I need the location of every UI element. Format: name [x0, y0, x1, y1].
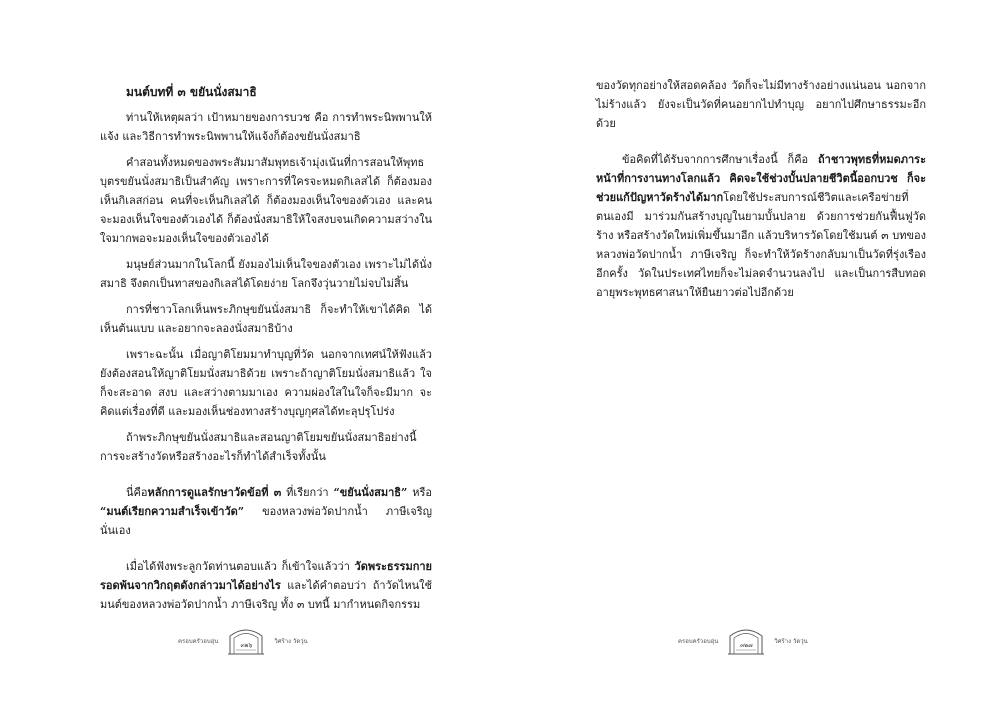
- page-number: ๓๒๖: [240, 642, 253, 649]
- paragraph: การที่ชาวโลกเห็นพระภิกษุขยันนั่งสมาธิ ก็จะทำให้เขาได้คิด ได้เห็นต้นแบบ และอยากจะลองนั่งสมาธิบ้าง: [100, 303, 432, 335]
- paragraph: มนุษย์ส่วนมากในโลกนี้ ยังมองไม่เห็นใจของตัวเอง เพราะไม่ได้นั่งสมาธิ จึงตกเป็นทาสของกิเลสได้โดยง่าย โลกจึงวุ่นวายไม่จบไม่สิ้น: [100, 258, 432, 290]
- page-number: ๓๒๗: [740, 642, 753, 649]
- closing-bold: วัดพระธรรมกายรอดพ้นจากวิกฤตดังกล่าวมาได้อย่างไร: [100, 560, 432, 592]
- paragraph: ของวัดทุกอย่างให้สอดคล้อง วัดก็จะไม่มีทางร้างอย่างแน่นอน นอกจากไม่ร้างแล้ว ยังจะเป็นวัดที่คนอยากไปทำบุญ อยากไปศึกษาธรรมะอีกด้วย: [596, 79, 926, 130]
- footer-left-text: ครอบครัวอบอุ่น: [178, 638, 219, 645]
- page-number-badge: [226, 626, 266, 656]
- page-number-badge: [726, 626, 766, 656]
- reflection-paragraph: ข้อคิดที่ได้รับจากการศึกษาเรื่องนี้ ก็คือ ถ้าชาวพุทธที่หมดภาระหน้าที่การงานทางโลกแล้ว คิดจะใช้ช่วงบั้นปลายชีวิตนี้ออกบวช ก็จะช่วยแก้ปัญหาวัดร้างได้มากโดยใช้ประสบการณ์ชีวิตและเครือข่ายที่ตนเองมี มาร่วมกันสร้างบุญในยามบั้นปลาย ด้วยการช่วยกันฟื้นฟูวัดร้าง หรือสร้างวัดใหม่เพิ่มขึ้นมาอีก แล้วบริหารวัดโดยใช้มนต์ ๓ บทของหลวงพ่อวัดปากน้ำ ภาษีเจริญ ก็จะทำให้วัดร้างกลับมาเป็นวัดที่รุ่งเรืองอีกครั้ง วัดในประเทศไทยก็จะไม่ลดจำนวนลงไป และเป็นการสืบทอดอายุพระพุทธศาสนาให้ยืนยาวต่อไปอีกด้วย: [596, 153, 926, 299]
- right-page: [500, 0, 1000, 707]
- paragraph: คำสอนทั้งหมดของพระสัมมาสัมพุทธเจ้ามุ่งเน้นที่การสอนให้พุทธบุตรขยันนั่งสมาธิเป็นสำคัญ เพราะการที่ใครจะหมดกิเลสได้ ก็ต้องมองเห็นกิเลสก่อน คนที่จะเห็นกิเลสได้ ก็ต้องมองเห็นใจของตัวเอง และคนจะมองเห็นใจของตัวเองได้ ก็ต้องนั่งสมาธิให้ใจสงบจนเกิดความสว่างในใจมากพอจะมองเห็นใจของตัวเองได้: [100, 156, 432, 245]
- right-text-column: [596, 76, 926, 309]
- footer-right-text: วิศร้าง วัดวุ่น: [774, 638, 808, 645]
- closing-paragraph: เมื่อได้ฟังพระลูกวัดท่านตอบแล้ว ก็เข้าใจแล้วว่า วัดพระธรรมกายรอดพ้นจากวิกฤตดังกล่าวมาได้อย่างไร และได้คำตอบว่า ถ้าวัดไหนใช้มนต์ของหลวงพ่อวัดปากน้ำ ภาษีเจริญ ทั้ง ๓ บทนี้ มากำหนดกิจกรรม: [100, 560, 432, 611]
- paragraph: ท่านให้เหตุผลว่า เป้าหมายของการบวช คือ การทำพระนิพพานให้แจ้ง และวิธีการทำพระนิพพานให้แจ้งก็ต้องขยันนั่งสมาธิ: [100, 111, 432, 143]
- footer-left-text: ครอบครัวอบอุ่น: [678, 638, 719, 645]
- summary-bold-mantra: “มนต์เรียกความสำเร็จเข้าวัด”: [100, 505, 245, 518]
- reflection-bold: ถ้าชาวพุทธที่หมดภาระหน้าที่การงานทางโลกแล้ว คิดจะใช้ช่วงบั้นปลายชีวิตนี้ออกบวช ก็จะช่วยแก้ปัญหาวัดร้างได้มาก: [596, 153, 926, 204]
- summary-paragraph: นี่คือหลักการดูแลรักษาวัดข้อที่ ๓ ที่เรียกว่า “ขยันนั่งสมาธิ” หรือ “มนต์เรียกความสำเร็จเข้าวัด” ของหลวงพ่อวัดปากน้ำ ภาษีเจริญ นั่นเอง: [100, 486, 432, 537]
- left-text-column: [100, 82, 432, 621]
- right-footer: [678, 624, 808, 658]
- chapter-heading: มนต์บทที่ ๓ ขยันนั่งสมาธิ: [126, 85, 257, 99]
- paragraph: ถ้าพระภิกษุขยันนั่งสมาธิและสอนญาติโยมขยันนั่งสมาธิอย่างนี้ การจะสร้างวัดหรือสร้างอะไรก็ทำได้สำเร็จทั้งนั้น: [100, 431, 417, 463]
- left-footer: [178, 624, 308, 658]
- paragraph: เพราะฉะนั้น เมื่อญาติโยมมาทำบุญที่วัด นอกจากเทศน์ให้ฟังแล้ว ยังต้องสอนให้ญาติโยมนั่งสมาธิด้วย เพราะถ้าญาติโยมนั่งสมาธิแล้ว ใจก็จะสะอาด สงบ และสว่างตามมาเอง ความผ่องใสในใจก็จะมีมาก จะคิดแต่เรื่องที่ดี และมองเห็นช่องทางสร้างบุญกุศลได้ทะลุปรุโปร่ง: [100, 348, 432, 418]
- summary-bold-name: “ขยันนั่งสมาธิ”: [333, 486, 408, 499]
- summary-bold-rule: หลักการดูแลรักษาวัดข้อที่ ๓: [147, 486, 282, 499]
- footer-right-text: วิศร้าง วัดวุ่น: [274, 638, 308, 645]
